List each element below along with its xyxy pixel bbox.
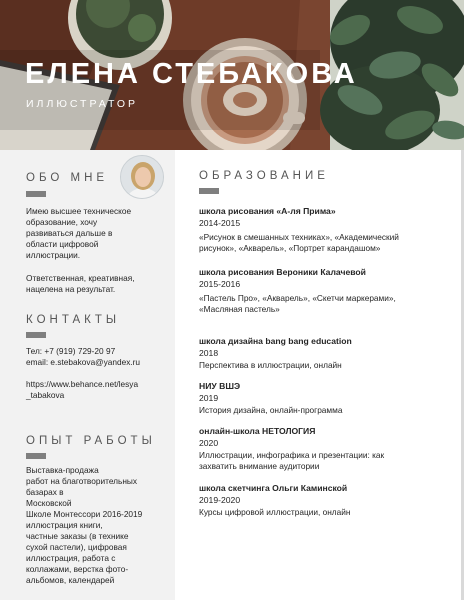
education-item bbox=[199, 336, 449, 371]
education-school: школа скетчинга Ольги Каминской bbox=[199, 483, 348, 493]
about-line: области цифровой bbox=[26, 239, 99, 249]
education-desc bbox=[199, 232, 449, 254]
education-school: школа рисования «А-ля Прима» bbox=[199, 206, 336, 216]
experience-line: Школе Монтессори 2016-2019 bbox=[26, 509, 143, 519]
education-year: 2019 bbox=[199, 393, 219, 403]
about-paragraph-1 bbox=[26, 206, 166, 261]
avatar-photo bbox=[121, 156, 164, 199]
about-bar bbox=[26, 191, 46, 197]
avatar bbox=[120, 155, 164, 199]
education-desc bbox=[199, 405, 449, 416]
about-line: Ответственная, креативная, bbox=[26, 273, 135, 283]
experience-text bbox=[26, 465, 171, 586]
about-title: ОБО МНЕ bbox=[26, 172, 109, 184]
education-bar bbox=[199, 188, 219, 194]
experience-line: альбомов, календарей bbox=[26, 575, 115, 585]
education-school: школа рисования Вероники Калачевой bbox=[199, 267, 366, 277]
experience-line: иллюстрация книги, bbox=[26, 520, 103, 530]
education-item bbox=[199, 483, 449, 518]
education-item bbox=[199, 206, 449, 254]
education-school: НИУ ВШЭ bbox=[199, 381, 241, 391]
about-line: нацелена на результат. bbox=[26, 284, 116, 294]
experience-line: коллажами, верстка фото- bbox=[26, 564, 129, 574]
about-line: Имею высшее техническое bbox=[26, 206, 132, 216]
education-desc-line: Перспектива в иллюстрации, онлайн bbox=[199, 360, 342, 370]
experience-line: базарах в bbox=[26, 487, 64, 497]
about-line: иллюстрации. bbox=[26, 250, 81, 260]
education-desc-line: рисунок», «Акварель», «Портрет карандашом» bbox=[199, 243, 381, 253]
education-year: 2015-2016 bbox=[199, 279, 241, 289]
education-year: 2018 bbox=[199, 348, 219, 358]
education-desc bbox=[199, 360, 449, 371]
education-year: 2020 bbox=[199, 438, 219, 448]
education-desc-line: История дизайна, онлайн-программа bbox=[199, 405, 343, 415]
experience-line: частные заказы (в технике bbox=[26, 531, 129, 541]
education-desc-line: «Рисунок в смешанных техниках», «Академический bbox=[199, 232, 399, 242]
education-title: ОБРАЗОВАНИЕ bbox=[199, 170, 329, 182]
behance-link-line[interactable]: https://www.behance.net/lesya bbox=[26, 379, 139, 389]
phone-text[interactable]: Тел: +7 (919) 729-20 97 bbox=[26, 346, 116, 356]
experience-bar bbox=[26, 453, 46, 459]
experience-line: работ на благотворительных bbox=[26, 476, 138, 486]
email-link[interactable]: email: e.stebakova@yandex.ru bbox=[26, 357, 141, 367]
education-item bbox=[199, 267, 449, 315]
experience-line: Выставка-продажа bbox=[26, 465, 99, 475]
education-item bbox=[199, 381, 449, 416]
contacts-title: КОНТАКТЫ bbox=[26, 314, 121, 326]
education-desc bbox=[199, 293, 449, 315]
education-desc bbox=[199, 450, 449, 472]
experience-title: ОПЫТ РАБОТЫ bbox=[26, 435, 156, 447]
contacts-bar bbox=[26, 332, 46, 338]
education-school: онлайн-школа НЕТОЛОГИЯ bbox=[199, 426, 316, 436]
education-desc-line: Курсы цифровой иллюстрации, онлайн bbox=[199, 507, 351, 517]
person-name: ЕЛЕНА СТЕБАКОВА bbox=[25, 58, 358, 90]
education-desc-line: «Пастель Про», «Акварель», «Скетчи маркерами», bbox=[199, 293, 396, 303]
education-year: 2019-2020 bbox=[199, 495, 241, 505]
education-desc-line: захватить внимание аудитории bbox=[199, 461, 320, 471]
education-desc bbox=[199, 507, 449, 518]
contacts-block bbox=[26, 346, 171, 368]
behance-link[interactable] bbox=[26, 379, 171, 401]
experience-line: сухой пастели), цифровая bbox=[26, 542, 127, 552]
behance-link-line[interactable]: _tabakova bbox=[26, 390, 65, 400]
education-school: школа дизайна bang bang education bbox=[199, 336, 352, 346]
about-paragraph-2 bbox=[26, 273, 166, 295]
about-line: развиваться дальше в bbox=[26, 228, 113, 238]
education-item bbox=[199, 426, 449, 472]
header-banner bbox=[0, 0, 464, 150]
experience-line: Московской bbox=[26, 498, 72, 508]
experience-line: иллюстрация, работа с bbox=[26, 553, 116, 563]
about-line: образование, хочу bbox=[26, 217, 98, 227]
person-role: ИЛЛЮСТРАТОР bbox=[26, 98, 139, 110]
education-year: 2014-2015 bbox=[199, 218, 241, 228]
education-desc-line: Иллюстрации, инфографика и презентации: как bbox=[199, 450, 385, 460]
education-desc-line: «Масляная пастель» bbox=[199, 304, 280, 314]
